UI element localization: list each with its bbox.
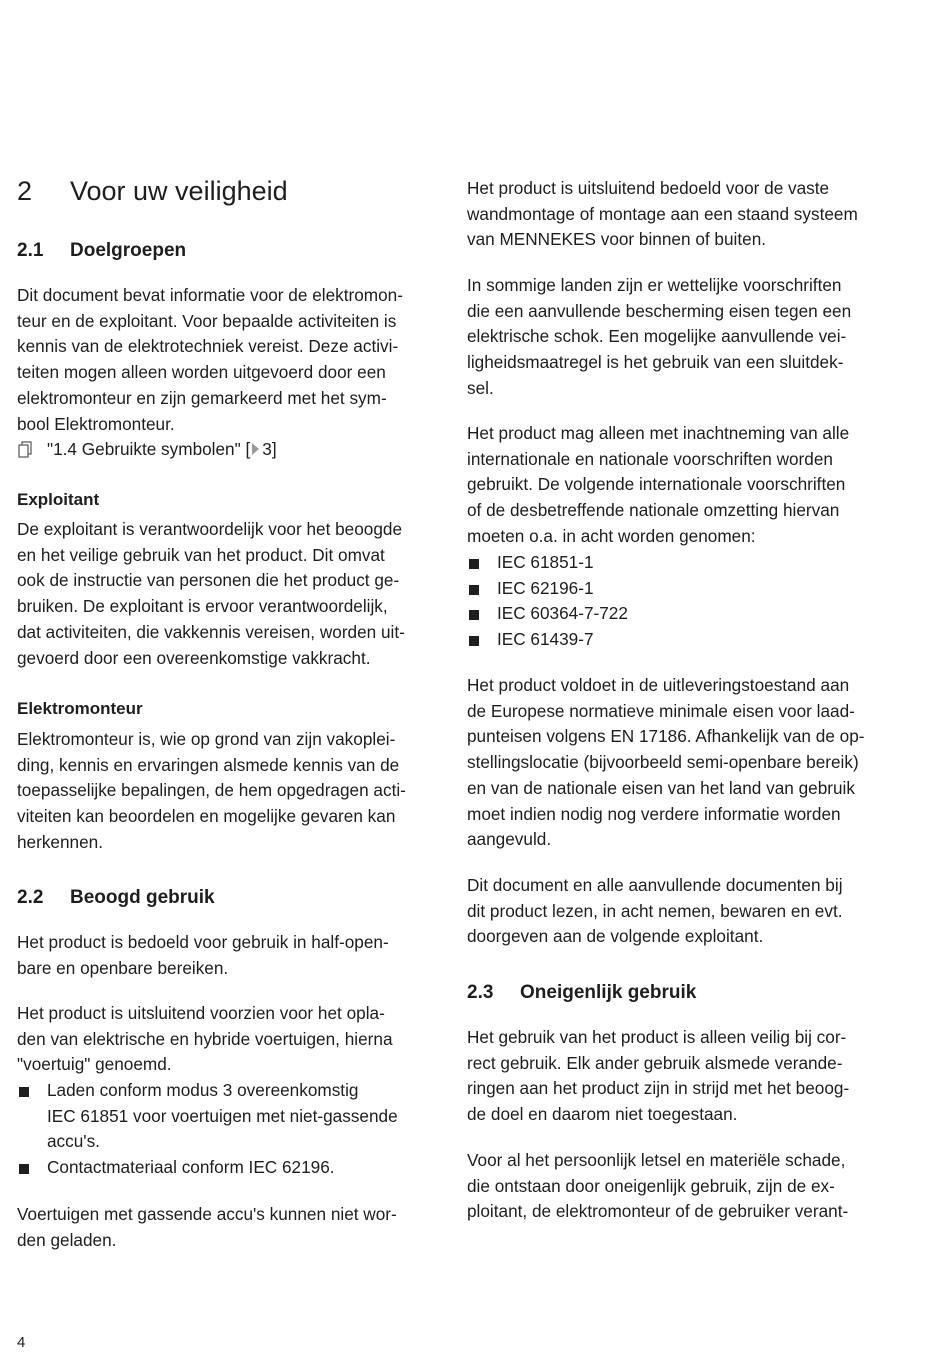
montage-paragraph	[467, 176, 858, 253]
page-pointer-icon	[252, 443, 259, 455]
text-line: dat activiteiten, die vakkennis vereisen, worden uit-	[17, 621, 405, 642]
beoogd-gebruik-paragraph-2	[17, 1001, 393, 1078]
text-line: rect gebruik. Elk ander gebruik alsmede verande-	[467, 1052, 843, 1073]
bullet-square-icon	[469, 636, 479, 646]
bescherming-paragraph	[467, 273, 851, 402]
exploitant-paragraph	[17, 517, 405, 671]
section-2-2-heading	[17, 885, 215, 911]
text-line: en het veilige gebruik van het product. Dit omvat	[17, 544, 385, 565]
text-line: Het product is uitsluitend bedoeld voor de vaste	[467, 178, 830, 198]
text-line: teiten mogen alleen worden uitgevoerd door een	[17, 362, 386, 383]
beoogd-gebruik-paragraph-3	[17, 1202, 397, 1253]
text-line: viteiten kan beoordelen en mogelijke gevaren kan	[17, 806, 396, 827]
text-line: Het product mag alleen met inachtneming van alle	[467, 423, 850, 443]
cross-reference-label: "1.4 Gebruikte symbolen" [	[47, 439, 251, 459]
text-line: Elektromonteur is, wie op grond van zijn vakoplei-	[17, 729, 396, 749]
text-line: elektromonteur en zijn gemarkeerd met het sym-	[17, 387, 387, 408]
cross-reference-page: 3]	[262, 439, 277, 459]
text-line: Voor al het persoonlijk letsel en materiële schade,	[467, 1150, 846, 1170]
normatieve-eisen-paragraph	[467, 673, 865, 853]
text-line: of de desbetreffende nationale omzetting hiervan	[467, 500, 840, 521]
text-line: die ontstaan door oneigenlijk gebruik, zijn de ex-	[467, 1175, 835, 1196]
document-reference-icon	[18, 441, 32, 458]
text-line: Het product is uitsluitend voorzien voor het opla-	[17, 1003, 385, 1023]
list-item-text: IEC 61439-7	[497, 629, 594, 649]
text-line: kennis van de elektrotechniek vereist. Deze activi-	[17, 336, 399, 357]
documenten-paragraph	[467, 873, 843, 950]
list-item-text: IEC 60364-7-722	[497, 603, 628, 623]
text-line: punteisen volgens EN 17186. Afhankelijk van de op-	[467, 726, 865, 747]
text-line: dit product lezen, in acht nemen, bewaren en evt.	[467, 900, 843, 921]
text-line: gevoerd door een overeenkomstige vakkracht.	[17, 647, 371, 668]
text-line: Het product voldoet in de uitleveringstoestand aan	[467, 675, 850, 695]
bullet-square-icon	[19, 1164, 29, 1174]
section-title: Doelgroepen	[70, 240, 187, 261]
section-title: Beoogd gebruik	[70, 887, 215, 908]
text-line: herkennen.	[17, 831, 104, 852]
section-number: 2.2	[17, 887, 44, 908]
text-line: De exploitant is verantwoordelijk voor het beoogde	[17, 519, 403, 539]
voorschriften-paragraph	[467, 421, 849, 550]
text-line: en van de nationale eisen van het land van gebruik	[467, 777, 855, 798]
text-line: den geladen.	[17, 1229, 117, 1250]
elektromonteur-paragraph	[17, 727, 406, 856]
text-line: ringen aan het product zijn in strijd met het beoog-	[467, 1078, 850, 1099]
bullet-square-icon	[469, 610, 479, 620]
text-line: bare en openbare bereiken.	[17, 957, 229, 978]
text-line: Het gebruik van het product is alleen veilig bij cor-	[467, 1027, 847, 1047]
list-item-text: IEC 61851-1	[497, 552, 594, 572]
text-line: ding, kennis en ervaringen alsmede kennis van de	[17, 754, 400, 775]
list-item-text	[47, 1155, 335, 1181]
text-line: ligheidsmaatregel is het gebruik van een sluitdek-	[467, 352, 844, 373]
beoogd-gebruik-paragraph-1	[17, 930, 389, 981]
section-2-3-heading	[467, 980, 696, 1006]
text-line: Dit document en alle aanvullende documenten bij	[467, 875, 843, 895]
text-line: de doel en daarom niet toegestaan.	[467, 1104, 738, 1125]
text-line: Het product is bedoeld voor gebruik in half-open-	[17, 932, 389, 952]
exploitant-heading: Exploitant	[17, 490, 100, 509]
oneigenlijk-gebruik-paragraph-1	[467, 1025, 849, 1128]
list-item-text	[47, 1078, 398, 1155]
text-line: den van elektrische en hybride voertuigen, hierna	[17, 1028, 393, 1049]
bullet-square-icon	[19, 1087, 29, 1097]
text-line: toepasselijke bepalingen, de hem opgedragen acti-	[17, 780, 406, 801]
text-line: sel.	[467, 377, 494, 398]
text-line: internationale en nationale voorschriften worden	[467, 448, 833, 469]
text-line: Laden conform modus 3 overeenkomstig	[47, 1080, 359, 1100]
text-line: die een aanvullende bescherming eisen tegen een	[467, 300, 852, 321]
doelgroepen-paragraph	[17, 283, 403, 437]
text-line: de Europese normatieve minimale eisen voor laad-	[467, 700, 855, 721]
text-line: "voertuig" genoemd.	[17, 1054, 172, 1075]
text-line: bruiken. De exploitant is ervoor verantwoordelijk,	[17, 596, 388, 617]
section-title: Oneigenlijk gebruik	[520, 982, 697, 1003]
section-number: 2.3	[467, 982, 494, 1003]
text-line: In sommige landen zijn er wettelijke voorschriften	[467, 275, 842, 295]
chapter-title	[17, 174, 288, 208]
text-line: moeten o.a. in acht worden genomen:	[467, 525, 756, 546]
text-line: doorgeven aan de volgende exploitant.	[467, 926, 764, 947]
chapter-title-text: Voor uw veiligheid	[70, 176, 288, 206]
text-line: aangevuld.	[467, 829, 552, 850]
text-line: Contactmateriaal conform IEC 62196.	[47, 1157, 335, 1177]
text-line: teur en de exploitant. Voor bepaalde activiteiten is	[17, 310, 397, 331]
section-number: 2.1	[17, 240, 44, 261]
text-line: Dit document bevat informatie voor de elektromon-	[17, 285, 403, 305]
text-line: stellingslocatie (bijvoorbeeld semi-openbare bereik)	[467, 752, 859, 773]
text-line: gebruikt. De volgende internationale voorschriften	[467, 474, 846, 495]
text-line: elektrische schok. Een mogelijke aanvullende vei-	[467, 326, 847, 347]
text-line: moet indien nodig nog verdere informatie worden	[467, 803, 841, 824]
section-2-1-heading	[17, 238, 186, 264]
bullet-square-icon	[469, 559, 479, 569]
text-line: Voertuigen met gassende accu's kunnen niet wor-	[17, 1204, 397, 1224]
chapter-number: 2	[17, 176, 33, 206]
elektromonteur-heading: Elektromonteur	[17, 699, 143, 718]
oneigenlijk-gebruik-paragraph-2	[467, 1148, 848, 1225]
text-line: accu's.	[47, 1131, 100, 1152]
bullet-square-icon	[469, 585, 479, 595]
text-line: IEC 61851 voor voertuigen met niet-gassende	[47, 1105, 398, 1126]
list-item-text: IEC 62196-1	[497, 578, 594, 598]
text-line: bool Elektromonteur.	[17, 413, 175, 434]
text-line: ook de instructie van personen die het product ge-	[17, 570, 400, 591]
page-number: 4	[17, 1334, 26, 1351]
cross-reference-text	[47, 437, 277, 463]
text-line: wandmontage of montage aan een staand systeem	[467, 203, 858, 224]
text-line: ploitant, de elektromonteur of de gebruiker verant-	[467, 1201, 849, 1222]
text-line: van MENNEKES voor binnen of buiten.	[467, 229, 767, 250]
